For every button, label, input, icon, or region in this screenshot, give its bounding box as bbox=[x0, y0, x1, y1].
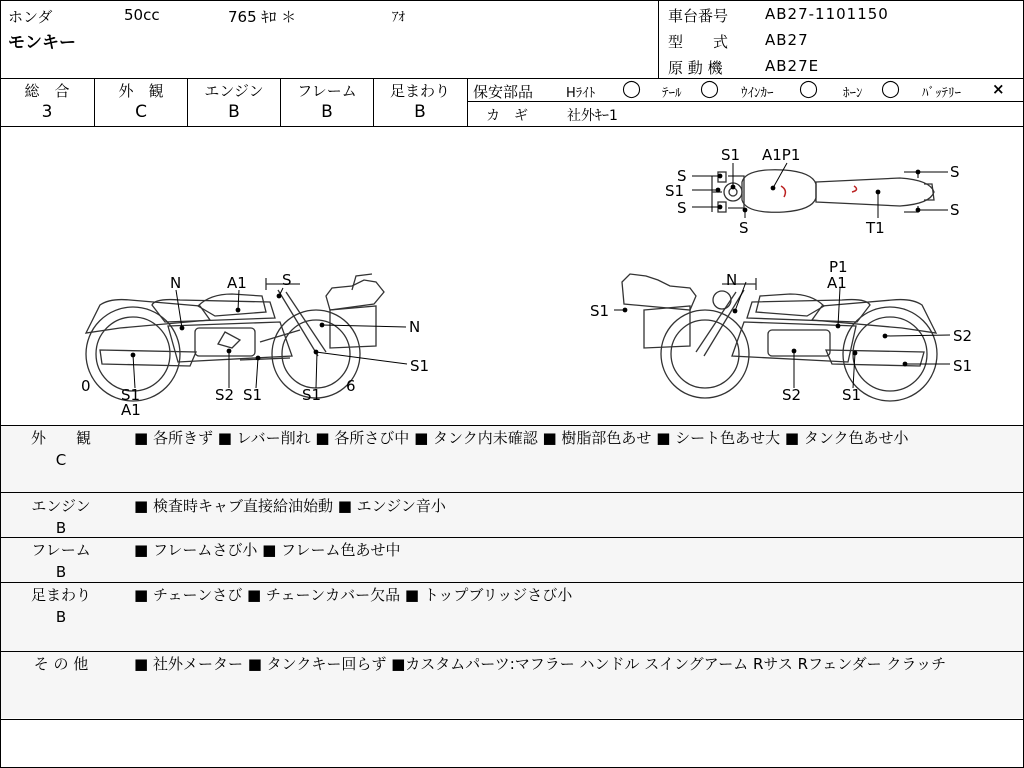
bike-right-side bbox=[622, 274, 937, 401]
marker-label: S2 bbox=[782, 386, 802, 404]
remark-grade: B bbox=[55, 608, 67, 626]
model-name: モンキー bbox=[8, 33, 76, 53]
displacement: 50cc bbox=[124, 6, 160, 24]
grade-value: 3 bbox=[41, 102, 53, 122]
grade-label: 足まわり bbox=[389, 82, 450, 100]
engine-label: 原 動 機 bbox=[668, 59, 723, 77]
header-rule bbox=[0, 78, 1024, 79]
remark-label: そ の 他 bbox=[33, 655, 89, 673]
marker-label: A1P1 bbox=[762, 146, 801, 164]
remark-text-suspension: ■ チェーンさび ■ チェーンカバー欠品 ■ トップブリッジさび小 bbox=[134, 586, 573, 604]
grade-label: エンジン bbox=[204, 82, 264, 100]
safety-mark: ◯ bbox=[799, 79, 819, 99]
safety-item-battery: ﾊﾞｯﾃﾘｰ bbox=[922, 86, 961, 101]
divider bbox=[373, 78, 374, 126]
grade-value: B bbox=[228, 102, 240, 122]
marker-label: 6 bbox=[346, 377, 356, 395]
key-label: カ ギ bbox=[486, 108, 528, 124]
mileage: 765 ｷﾛ ＊ bbox=[228, 8, 297, 26]
grade-value: C bbox=[135, 102, 147, 122]
safety-item-tail: ﾃｰﾙ bbox=[662, 86, 682, 101]
marker-label: A1 bbox=[227, 274, 247, 292]
damage-diagram bbox=[0, 127, 1024, 425]
remark-divider bbox=[0, 719, 1024, 720]
marker-label: S1 bbox=[721, 146, 741, 164]
safety-rule bbox=[467, 101, 1024, 102]
remark-label: 足まわり bbox=[30, 586, 91, 604]
safety-mark: ◯ bbox=[700, 79, 720, 99]
remark-grade: C bbox=[55, 451, 67, 469]
marker-label: N bbox=[409, 318, 421, 336]
divider bbox=[280, 78, 281, 126]
diagram-labels bbox=[81, 146, 972, 419]
marker-label: S bbox=[950, 201, 960, 219]
remark-label: フレーム bbox=[31, 541, 91, 559]
safety-mark: ◯ bbox=[622, 79, 642, 99]
maker: ホンダ bbox=[8, 8, 53, 26]
marker-label: S2 bbox=[953, 327, 973, 345]
marker-label: S bbox=[282, 271, 292, 289]
grade-value: B bbox=[321, 102, 333, 122]
divider bbox=[94, 78, 95, 126]
marker-label: N bbox=[170, 274, 182, 292]
marker-label: S1 bbox=[121, 386, 141, 404]
safety-item-horn: ﾎｰﾝ bbox=[843, 86, 863, 101]
remark-category-engine bbox=[16, 495, 106, 539]
grade-label: 総 合 bbox=[24, 82, 70, 100]
marker-label: S bbox=[739, 219, 749, 237]
marker-label: S1 bbox=[590, 302, 610, 320]
type-label: 型 式 bbox=[668, 33, 729, 51]
marker-label: A1 bbox=[121, 401, 141, 419]
grade-label: 外 観 bbox=[118, 82, 164, 100]
marker-label: S1 bbox=[410, 357, 430, 375]
marker-label: 0 bbox=[81, 377, 91, 395]
remark-grade: B bbox=[55, 563, 67, 581]
remark-category-other bbox=[16, 653, 106, 675]
remark-text-engine: ■ 検査時キャブ直接給油始動 ■ エンジン音小 bbox=[134, 497, 446, 515]
marker-label: S2 bbox=[215, 386, 235, 404]
marker-label: S1 bbox=[302, 386, 322, 404]
engine-value: AB27E bbox=[765, 57, 820, 75]
remark-grade: B bbox=[55, 519, 67, 537]
remark-category-frame bbox=[16, 539, 106, 583]
grade-value: B bbox=[414, 102, 426, 122]
safety-mark: × bbox=[992, 80, 1005, 98]
marker-label: S1 bbox=[842, 386, 862, 404]
safety-item-headlight: Hﾗｲﾄ bbox=[566, 86, 596, 101]
key-value: 社外ｷｰ1 bbox=[567, 108, 618, 124]
marker-label: S1 bbox=[665, 182, 685, 200]
marker-label: T1 bbox=[866, 219, 885, 237]
safety-item-winker: ｳｲﾝｶｰ bbox=[741, 86, 774, 101]
type-value: AB27 bbox=[765, 31, 809, 49]
frame-no: AB27-1101150 bbox=[765, 5, 889, 23]
marker-label: N bbox=[726, 271, 738, 289]
remark-label: 外 観 bbox=[30, 429, 91, 447]
grade-frame bbox=[281, 80, 373, 122]
safety-mark: ◯ bbox=[881, 79, 901, 99]
divider bbox=[467, 78, 468, 126]
marker-label: P1 bbox=[829, 258, 848, 276]
grade-exterior bbox=[95, 80, 187, 122]
remark-category-exterior bbox=[16, 427, 106, 471]
header-divider bbox=[658, 0, 659, 78]
remark-text-other: ■ 社外メーター ■ タンクキー回らず ■カスタムパーツ:マフラー ハンドル スイングアーム Rサス Rフェンダー クラッチ bbox=[134, 655, 947, 673]
divider bbox=[187, 78, 188, 126]
damage-markers bbox=[131, 170, 921, 367]
grade-label: フレーム bbox=[297, 82, 357, 100]
bike-top-view bbox=[712, 170, 934, 213]
grade-suspension bbox=[374, 80, 466, 122]
marker-label: S1 bbox=[243, 386, 263, 404]
marker-label: S1 bbox=[953, 357, 973, 375]
grade-engine bbox=[188, 80, 280, 122]
color: ｱｵ bbox=[392, 10, 405, 25]
remark-category-suspension bbox=[16, 584, 106, 628]
remark-text-exterior: ■ 各所きず ■ レバー削れ ■ 各所さび中 ■ タンク内未確認 ■ 樹脂部色あせ ■ シート色あせ大 ■ タンク色あせ小 bbox=[134, 429, 909, 447]
remark-label: エンジン bbox=[31, 497, 91, 515]
frame-no-label: 車台番号 bbox=[668, 7, 729, 25]
marker-label: S bbox=[677, 167, 687, 185]
marker-label: S bbox=[950, 163, 960, 181]
safety-label: 保安部品 bbox=[473, 83, 534, 101]
grade-overall bbox=[1, 80, 93, 122]
marker-label: S bbox=[677, 199, 687, 217]
remark-text-frame: ■ フレームさび小 ■ フレーム色あせ中 bbox=[134, 541, 401, 559]
bike-left-side bbox=[86, 274, 384, 401]
marker-label: A1 bbox=[827, 274, 847, 292]
